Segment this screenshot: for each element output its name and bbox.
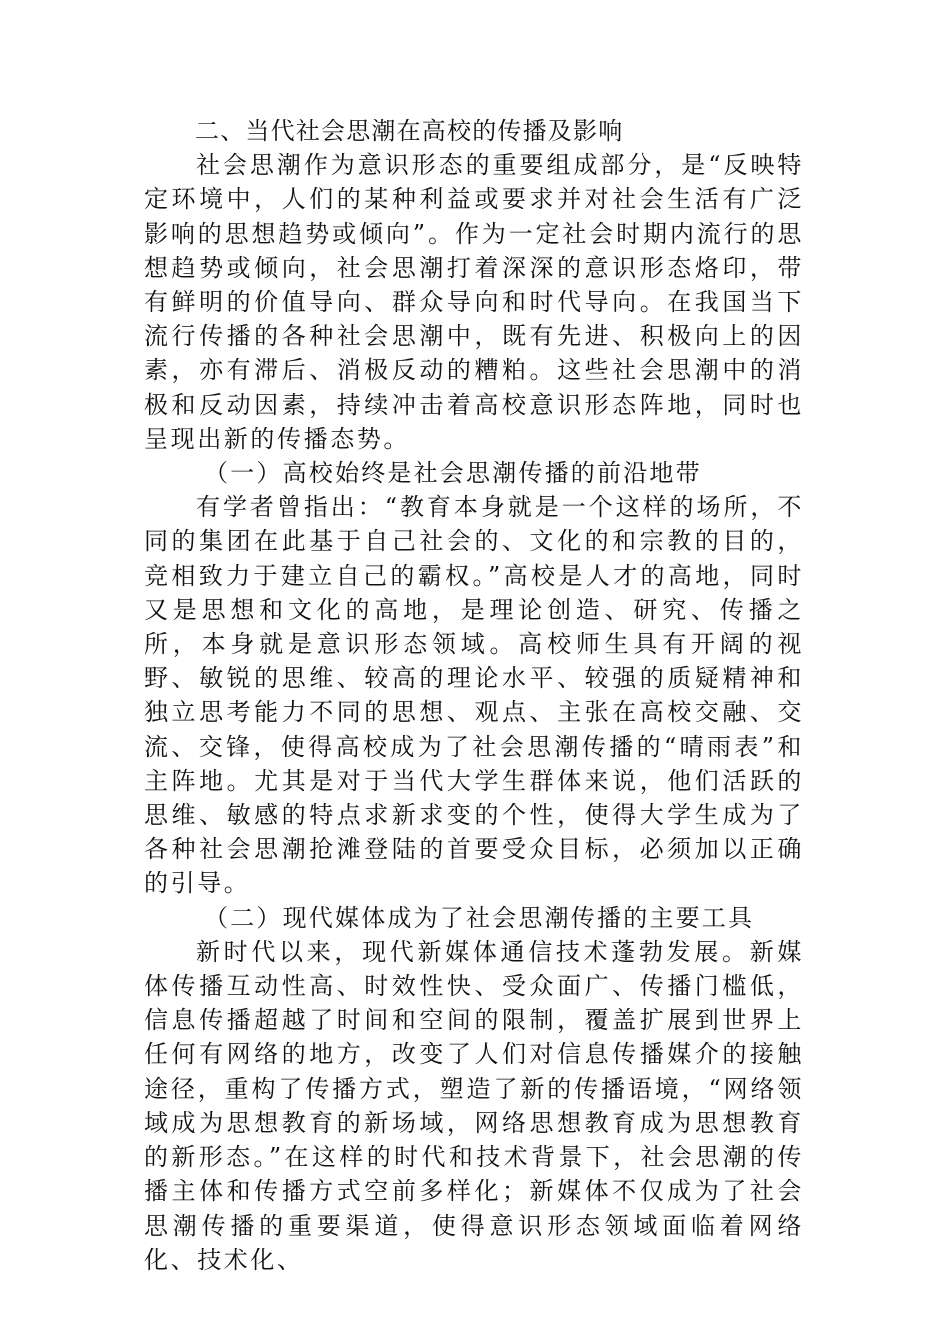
section-title: 二、当代社会思潮在高校的传播及影响: [195, 117, 624, 145]
intro-paragraph: 社会思潮作为意识形态的重要组成部分，是“反映特定环境中，人们的某种利益或要求并对社会生活有广泛影响的思想趋势或倾向”。作为一定社会时期内流行的思想趋势或倾向，社会思潮打着深深的意识形态烙印，带有鲜明的价值导向、群众导向和时代导向。在我国当下流行传播的各种社会思潮中，既有先进、积极向上的因素，亦有滞后、消极反动的糟粕。这些社会思潮中的消极和反动因素，持续冲击着高校意识形态阵地，同时也呈现出新的传播态势。: [144, 151, 804, 453]
subsection-heading-1: （一）高校始终是社会思潮传播的前沿地带: [204, 459, 702, 488]
document-body: [144, 114, 804, 1277]
subsection-paragraph-2: 新时代以来，现代新媒体通信技术蓬勃发展。新媒体传播互动性高、时效性快、受众面广、传播门槛低，信息传播超越了时间和空间的限制，覆盖扩展到世界上任何有网络的地方，改变了人们对信息传播媒介的接触途径，重构了传播方式，塑造了新的传播语境，“网络领域成为思想教育的新场域，网络思想教育成为思想教育的新形态。”在这样的时代和技术背景下，社会思潮的传播主体和传播方式空前多样化；新媒体不仅成为了社会思潮传播的重要渠道，使得意识形态领域面临着网络化、技术化、: [144, 937, 804, 1274]
subsection-heading-2: （二）现代媒体成为了社会思潮传播的主要工具: [204, 903, 755, 932]
subsection-paragraph-1: 有学者曾指出：“教育本身就是一个这样的场所，不同的集团在此基于自己社会的、文化的和宗教的目的，竞相致力于建立自己的霸权。”高校是人才的高地，同时又是思想和文化的高地，是理论创造、研究、传播之所，本身就是意识形态领域。高校师生具有开阔的视野、敏锐的思维、较高的理论水平、较强的质疑精神和独立思考能力不同的思想、观点、主张在高校交融、交流、交锋，使得高校成为了社会思潮传播的“晴雨表”和主阵地。尤其是对于当代大学生群体来说，他们活跃的思维、敏感的特点求新求变的个性，使得大学生成为了各种社会思潮抢滩登陆的首要受众目标，必须加以正确的引导。: [144, 493, 804, 898]
